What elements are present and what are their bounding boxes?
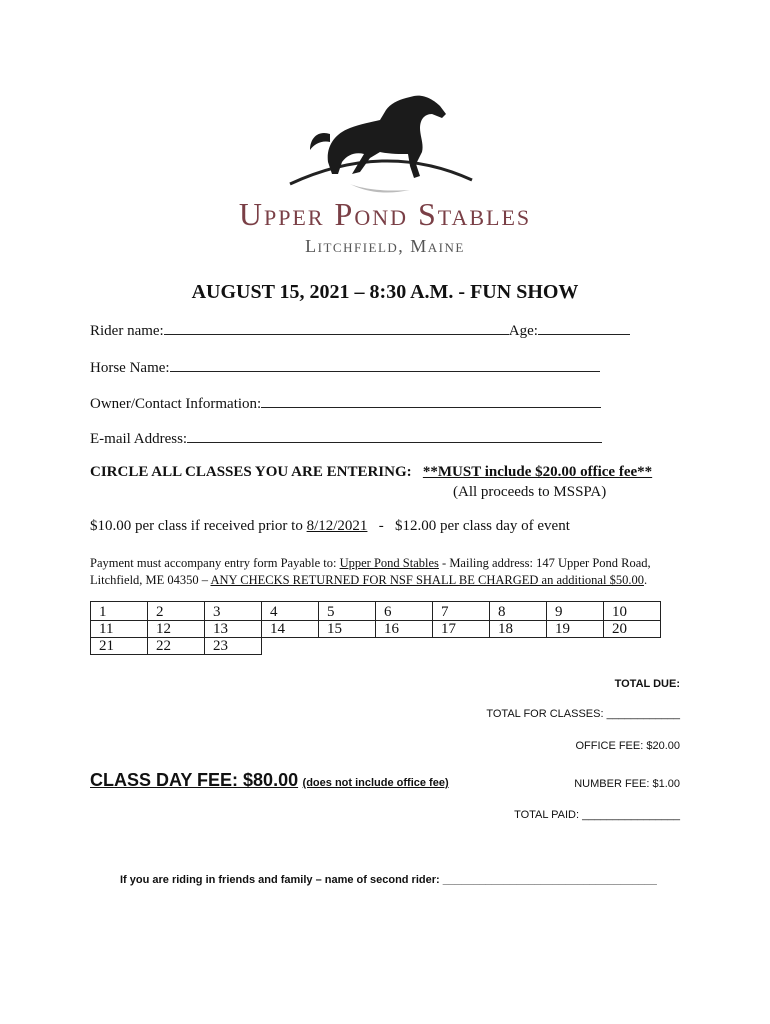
class-cell[interactable]: 6 xyxy=(376,602,433,621)
circle-classes-row xyxy=(90,464,652,481)
email-field[interactable] xyxy=(187,428,602,443)
rider-name-label: Rider name: xyxy=(90,323,164,339)
class-cell[interactable]: 8 xyxy=(490,602,547,621)
class-cell[interactable]: 17 xyxy=(433,621,490,638)
rider-name-field[interactable] xyxy=(164,320,509,335)
pricing-day-of: $12.00 per class day of event xyxy=(394,518,570,534)
office-fee-note: **MUST include $20.00 office fee** xyxy=(422,464,653,480)
class-day-fee xyxy=(90,770,449,791)
owner-contact-row xyxy=(90,393,601,413)
age-label: Age: xyxy=(508,323,538,339)
stable-logo xyxy=(210,92,560,262)
class-row-2 xyxy=(91,621,661,638)
empty-cell xyxy=(604,638,661,655)
pricing-separator: - xyxy=(378,518,384,534)
class-cell[interactable]: 14 xyxy=(262,621,319,638)
class-day-fee-label: CLASS DAY FEE: $80.00 xyxy=(90,770,299,790)
class-cell[interactable]: 3 xyxy=(205,602,262,621)
horse-name-label: Horse Name: xyxy=(90,360,170,376)
class-number-grid xyxy=(90,601,661,655)
class-row-3 xyxy=(91,638,661,655)
empty-cell xyxy=(262,638,319,655)
empty-cell xyxy=(547,638,604,655)
pricing-prior-date: 8/12/2021 xyxy=(306,518,368,534)
horse-name-row xyxy=(90,357,600,377)
proceeds-note: (All proceeds to MSSPA) xyxy=(453,484,607,500)
empty-cell xyxy=(433,638,490,655)
class-cell[interactable]: 15 xyxy=(319,621,376,638)
class-cell[interactable]: 13 xyxy=(205,621,262,638)
class-cell[interactable]: 19 xyxy=(547,621,604,638)
empty-cell xyxy=(319,638,376,655)
page-title: AUGUST 15, 2021 – 8:30 A.M. - FUN SHOW xyxy=(191,281,579,303)
class-cell[interactable]: 4 xyxy=(262,602,319,621)
empty-cell xyxy=(376,638,433,655)
class-cell[interactable]: 18 xyxy=(490,621,547,638)
circle-classes-label: CIRCLE ALL CLASSES YOU ARE ENTERING: xyxy=(90,464,412,480)
class-cell[interactable]: 23 xyxy=(205,638,262,655)
email-label: E-mail Address: xyxy=(90,431,188,447)
brand-name: Upper Pond Stables xyxy=(238,196,532,232)
class-cell[interactable]: 11 xyxy=(91,621,148,638)
total-paid[interactable]: TOTAL PAID: ________________ xyxy=(514,809,680,821)
owner-contact-label: Owner/Contact Information: xyxy=(90,396,262,412)
class-cell[interactable]: 1 xyxy=(91,602,148,621)
class-cell[interactable]: 9 xyxy=(547,602,604,621)
pricing-prior: $10.00 per class if received prior to xyxy=(90,518,303,534)
brand-location: Litchfield, Maine xyxy=(305,236,465,256)
email-row xyxy=(90,428,602,448)
class-day-fee-note: (does not include office fee) xyxy=(302,777,449,789)
pricing-row xyxy=(90,518,570,535)
class-cell[interactable]: 12 xyxy=(148,621,205,638)
payment-line2-a: Litchfield, ME 04350 – xyxy=(90,573,209,587)
class-row-1 xyxy=(91,602,661,621)
class-cell[interactable]: 10 xyxy=(604,602,661,621)
horse-silhouette-icon xyxy=(210,92,560,196)
class-cell[interactable]: 20 xyxy=(604,621,661,638)
payment-note xyxy=(90,555,651,589)
second-rider-line[interactable]: If you are riding in friends and family – name of second rider: ___________________________________ xyxy=(120,874,657,886)
nsf-warning: ANY CHECKS RETURNED FOR NSF SHALL BE CHARGED an additional $50.00 xyxy=(210,573,644,587)
class-cell[interactable]: 22 xyxy=(148,638,205,655)
class-cell[interactable]: 16 xyxy=(376,621,433,638)
owner-contact-field[interactable] xyxy=(261,393,601,408)
payment-line2-end: . xyxy=(643,573,648,587)
age-field[interactable] xyxy=(538,320,630,335)
class-cell[interactable]: 21 xyxy=(91,638,148,655)
horse-name-field[interactable] xyxy=(170,357,600,372)
empty-cell xyxy=(490,638,547,655)
payee: Upper Pond Stables xyxy=(339,556,439,570)
number-fee: NUMBER FEE: $1.00 xyxy=(574,778,680,790)
class-cell[interactable]: 7 xyxy=(433,602,490,621)
office-fee: OFFICE FEE: $20.00 xyxy=(575,740,680,752)
payment-line1-a: Payment must accompany entry form Payable to: xyxy=(90,556,337,570)
class-cell[interactable]: 2 xyxy=(148,602,205,621)
total-classes[interactable]: TOTAL FOR CLASSES: ____________ xyxy=(486,708,680,720)
class-cell[interactable]: 5 xyxy=(319,602,376,621)
payment-line1-b: - Mailing address: 147 Upper Pond Road, xyxy=(442,556,651,570)
rider-name-row xyxy=(90,320,630,340)
total-due-label: TOTAL DUE: xyxy=(614,678,680,690)
